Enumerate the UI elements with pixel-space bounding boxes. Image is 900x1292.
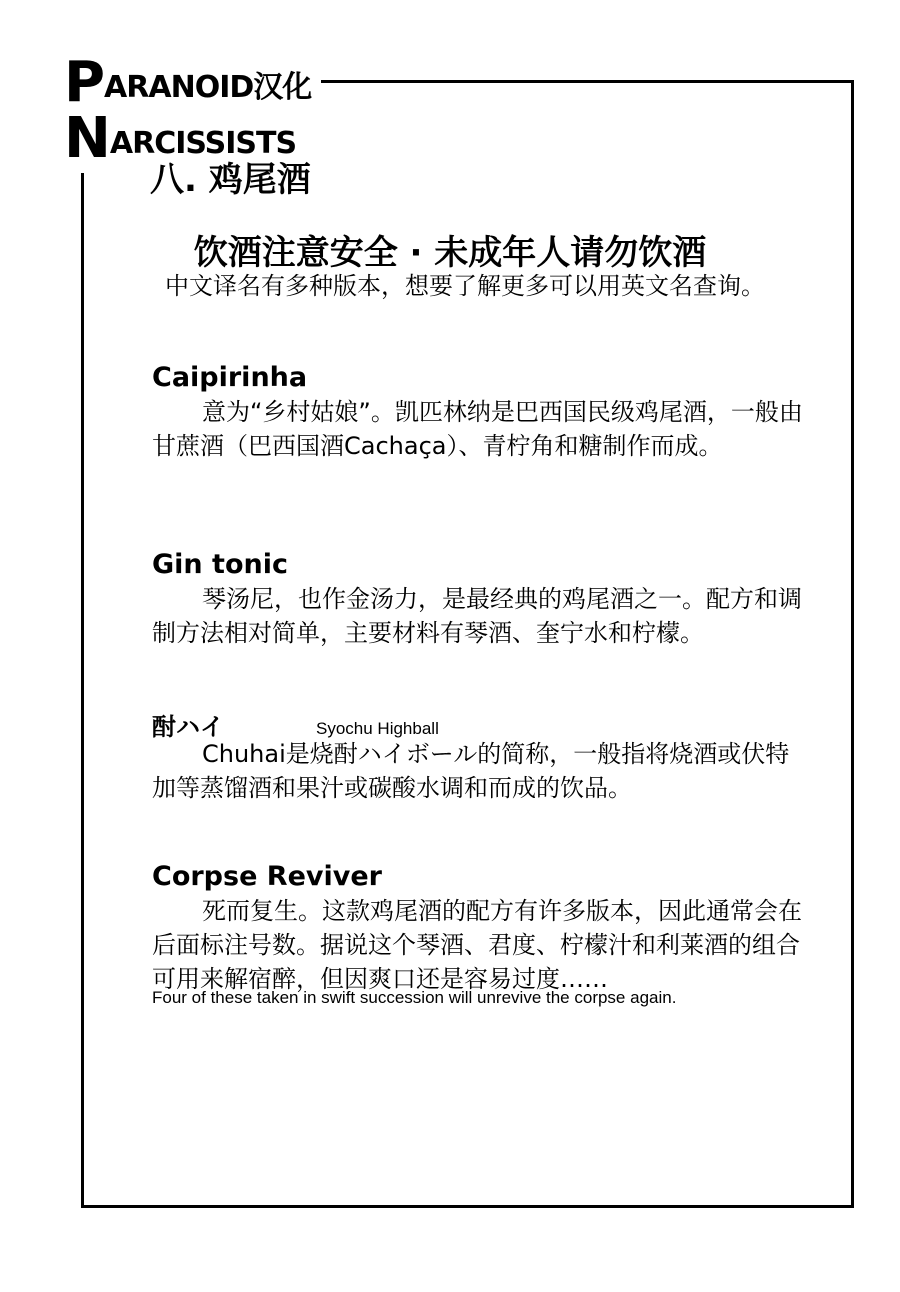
section-title: 八. 鸡尾酒 <box>150 160 311 200</box>
drink-name-chuhai: 酎ハイ <box>152 713 224 741</box>
drink-name-caipirinha: Caipirinha <box>152 362 308 393</box>
translation-note: 中文译名有多种版本，想要了解更多可以用英文名查询。 <box>165 272 765 300</box>
drink-name-gin-tonic: Gin tonic <box>152 549 288 580</box>
logo-line-2: NARCISSISTS <box>64 106 297 171</box>
drink-desc-gin-tonic: 琴汤尼，也作金汤力，是最经典的鸡尾酒之一。配方和调制方法相对简单，主要材料有琴酒、奎宁水和柠檬。 <box>152 585 802 647</box>
drink-english-name-chuhai: Syochu Highball <box>316 719 439 738</box>
drink-name-corpse-reviver: Corpse Reviver <box>152 861 382 892</box>
drink-english-quote: Four of these taken in swift succession will unrevive the corpse again. <box>152 988 677 1007</box>
drinking-warning: 饮酒注意安全 · 未成年人请勿饮酒 <box>193 233 707 273</box>
drink-desc-corpse-reviver: 死而复生。这款鸡尾酒的配方有许多版本，因此通常会在后面标注号数。据说这个琴酒、君度、柠檬汁和利莱酒的组合可用来解宿醉，但因爽口还是容易过度…… <box>152 897 802 993</box>
drink-desc-caipirinha: 意为“乡村姑娘”。凯匹林纳是巴西国民级鸡尾酒，一般由甘蔗酒（巴西国酒Cachaça）、青柠角和糖制作而成。 <box>152 398 803 460</box>
drink-desc-chuhai: Chuhai是烧酎ハイボール的简称，一般指将烧酒或伏特加等蒸馏酒和果汁或碳酸水调和而成的饮品。 <box>152 740 790 802</box>
logo-line-1: PARANOID汉化 <box>64 50 312 115</box>
